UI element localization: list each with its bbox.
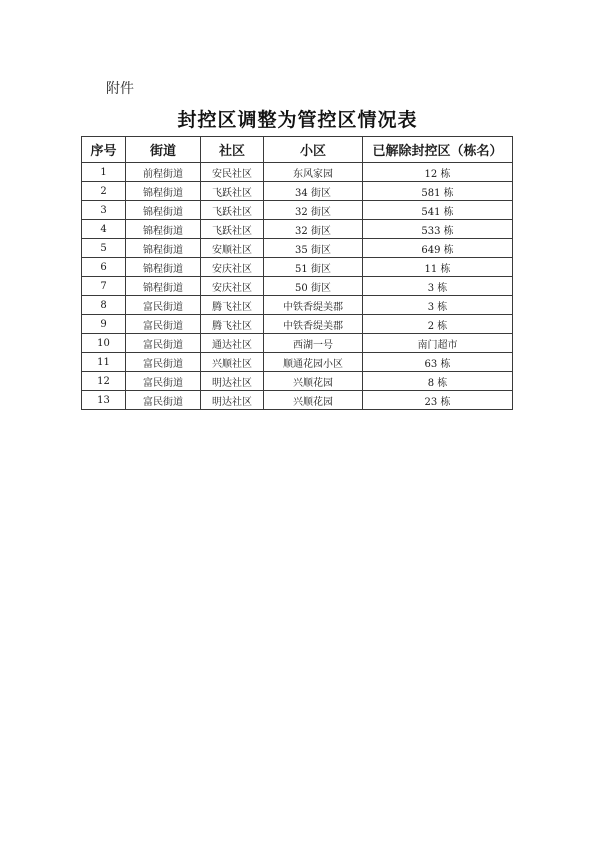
cell-community: 飞跃社区 <box>201 182 264 201</box>
cell-lifted-buildings: 63 栋 <box>363 353 513 372</box>
cell-street: 锦程街道 <box>126 239 201 258</box>
cell-residential-area: 顺通花园小区 <box>264 353 363 372</box>
cell-residential-area: 中铁香缇美郡 <box>264 315 363 334</box>
cell-street: 锦程街道 <box>126 220 201 239</box>
cell-serial-number: 7 <box>82 277 126 296</box>
cell-serial-number: 8 <box>82 296 126 315</box>
cell-residential-area: 32 街区 <box>264 220 363 239</box>
table-row <box>82 315 513 334</box>
cell-serial-number: 4 <box>82 220 126 239</box>
cell-residential-area: 51 街区 <box>264 258 363 277</box>
cell-street: 富民街道 <box>126 334 201 353</box>
cell-residential-area: 东风家园 <box>264 163 363 182</box>
cell-residential-area: 50 街区 <box>264 277 363 296</box>
cell-street: 富民街道 <box>126 353 201 372</box>
cell-serial-number: 1 <box>82 163 126 182</box>
cell-serial-number: 3 <box>82 201 126 220</box>
attachment-label: 附件 <box>106 81 134 97</box>
table-row <box>82 391 513 410</box>
header-street: 街道 <box>126 137 201 163</box>
header-serial-number: 序号 <box>82 137 126 163</box>
document-title: 封控区调整为管控区情况表 <box>177 109 418 131</box>
cell-street: 富民街道 <box>126 296 201 315</box>
header-lifted-buildings: 已解除封控区（栋名） <box>363 137 513 163</box>
cell-community: 通达社区 <box>201 334 264 353</box>
cell-lifted-buildings: 11 栋 <box>363 258 513 277</box>
cell-residential-area: 中铁香缇美郡 <box>264 296 363 315</box>
cell-street: 富民街道 <box>126 372 201 391</box>
cell-street: 富民街道 <box>126 391 201 410</box>
cell-community: 腾飞社区 <box>201 315 264 334</box>
cell-lifted-buildings: 3 栋 <box>363 277 513 296</box>
cell-street: 富民街道 <box>126 315 201 334</box>
cell-residential-area: 35 街区 <box>264 239 363 258</box>
cell-serial-number: 10 <box>82 334 126 353</box>
cell-lifted-buildings: 581 栋 <box>363 182 513 201</box>
cell-residential-area: 34 街区 <box>264 182 363 201</box>
table-row <box>82 258 513 277</box>
cell-community: 明达社区 <box>201 391 264 410</box>
cell-lifted-buildings: 南门超市 <box>363 334 513 353</box>
table-row <box>82 372 513 391</box>
status-table <box>81 136 513 410</box>
cell-street: 锦程街道 <box>126 182 201 201</box>
cell-community: 兴顺社区 <box>201 353 264 372</box>
cell-community: 安顺社区 <box>201 239 264 258</box>
table-row <box>82 201 513 220</box>
cell-lifted-buildings: 541 栋 <box>363 201 513 220</box>
table-row <box>82 277 513 296</box>
cell-residential-area: 32 街区 <box>264 201 363 220</box>
table-body <box>82 163 513 410</box>
cell-lifted-buildings: 649 栋 <box>363 239 513 258</box>
cell-community: 安庆社区 <box>201 258 264 277</box>
cell-lifted-buildings: 533 栋 <box>363 220 513 239</box>
cell-street: 锦程街道 <box>126 277 201 296</box>
cell-lifted-buildings: 8 栋 <box>363 372 513 391</box>
cell-community: 飞跃社区 <box>201 220 264 239</box>
cell-serial-number: 2 <box>82 182 126 201</box>
cell-serial-number: 11 <box>82 353 126 372</box>
cell-community: 腾飞社区 <box>201 296 264 315</box>
header-residential-area: 小区 <box>264 137 363 163</box>
table-row <box>82 220 513 239</box>
cell-residential-area: 兴顺花园 <box>264 372 363 391</box>
cell-lifted-buildings: 23 栋 <box>363 391 513 410</box>
cell-community: 飞跃社区 <box>201 201 264 220</box>
cell-lifted-buildings: 2 栋 <box>363 315 513 334</box>
table-row <box>82 334 513 353</box>
cell-residential-area: 西湖一号 <box>264 334 363 353</box>
table-row <box>82 296 513 315</box>
cell-community: 安庆社区 <box>201 277 264 296</box>
cell-street: 锦程街道 <box>126 258 201 277</box>
cell-serial-number: 13 <box>82 391 126 410</box>
table-row <box>82 353 513 372</box>
cell-street: 锦程街道 <box>126 201 201 220</box>
header-row <box>82 137 513 163</box>
table-header <box>82 137 513 163</box>
table-row <box>82 239 513 258</box>
table-row <box>82 182 513 201</box>
cell-lifted-buildings: 3 栋 <box>363 296 513 315</box>
cell-serial-number: 5 <box>82 239 126 258</box>
table-row <box>82 163 513 182</box>
cell-residential-area: 兴顺花园 <box>264 391 363 410</box>
cell-street: 前程街道 <box>126 163 201 182</box>
cell-serial-number: 12 <box>82 372 126 391</box>
cell-community: 安民社区 <box>201 163 264 182</box>
cell-community: 明达社区 <box>201 372 264 391</box>
header-community: 社区 <box>201 137 264 163</box>
cell-serial-number: 6 <box>82 258 126 277</box>
cell-serial-number: 9 <box>82 315 126 334</box>
cell-lifted-buildings: 12 栋 <box>363 163 513 182</box>
